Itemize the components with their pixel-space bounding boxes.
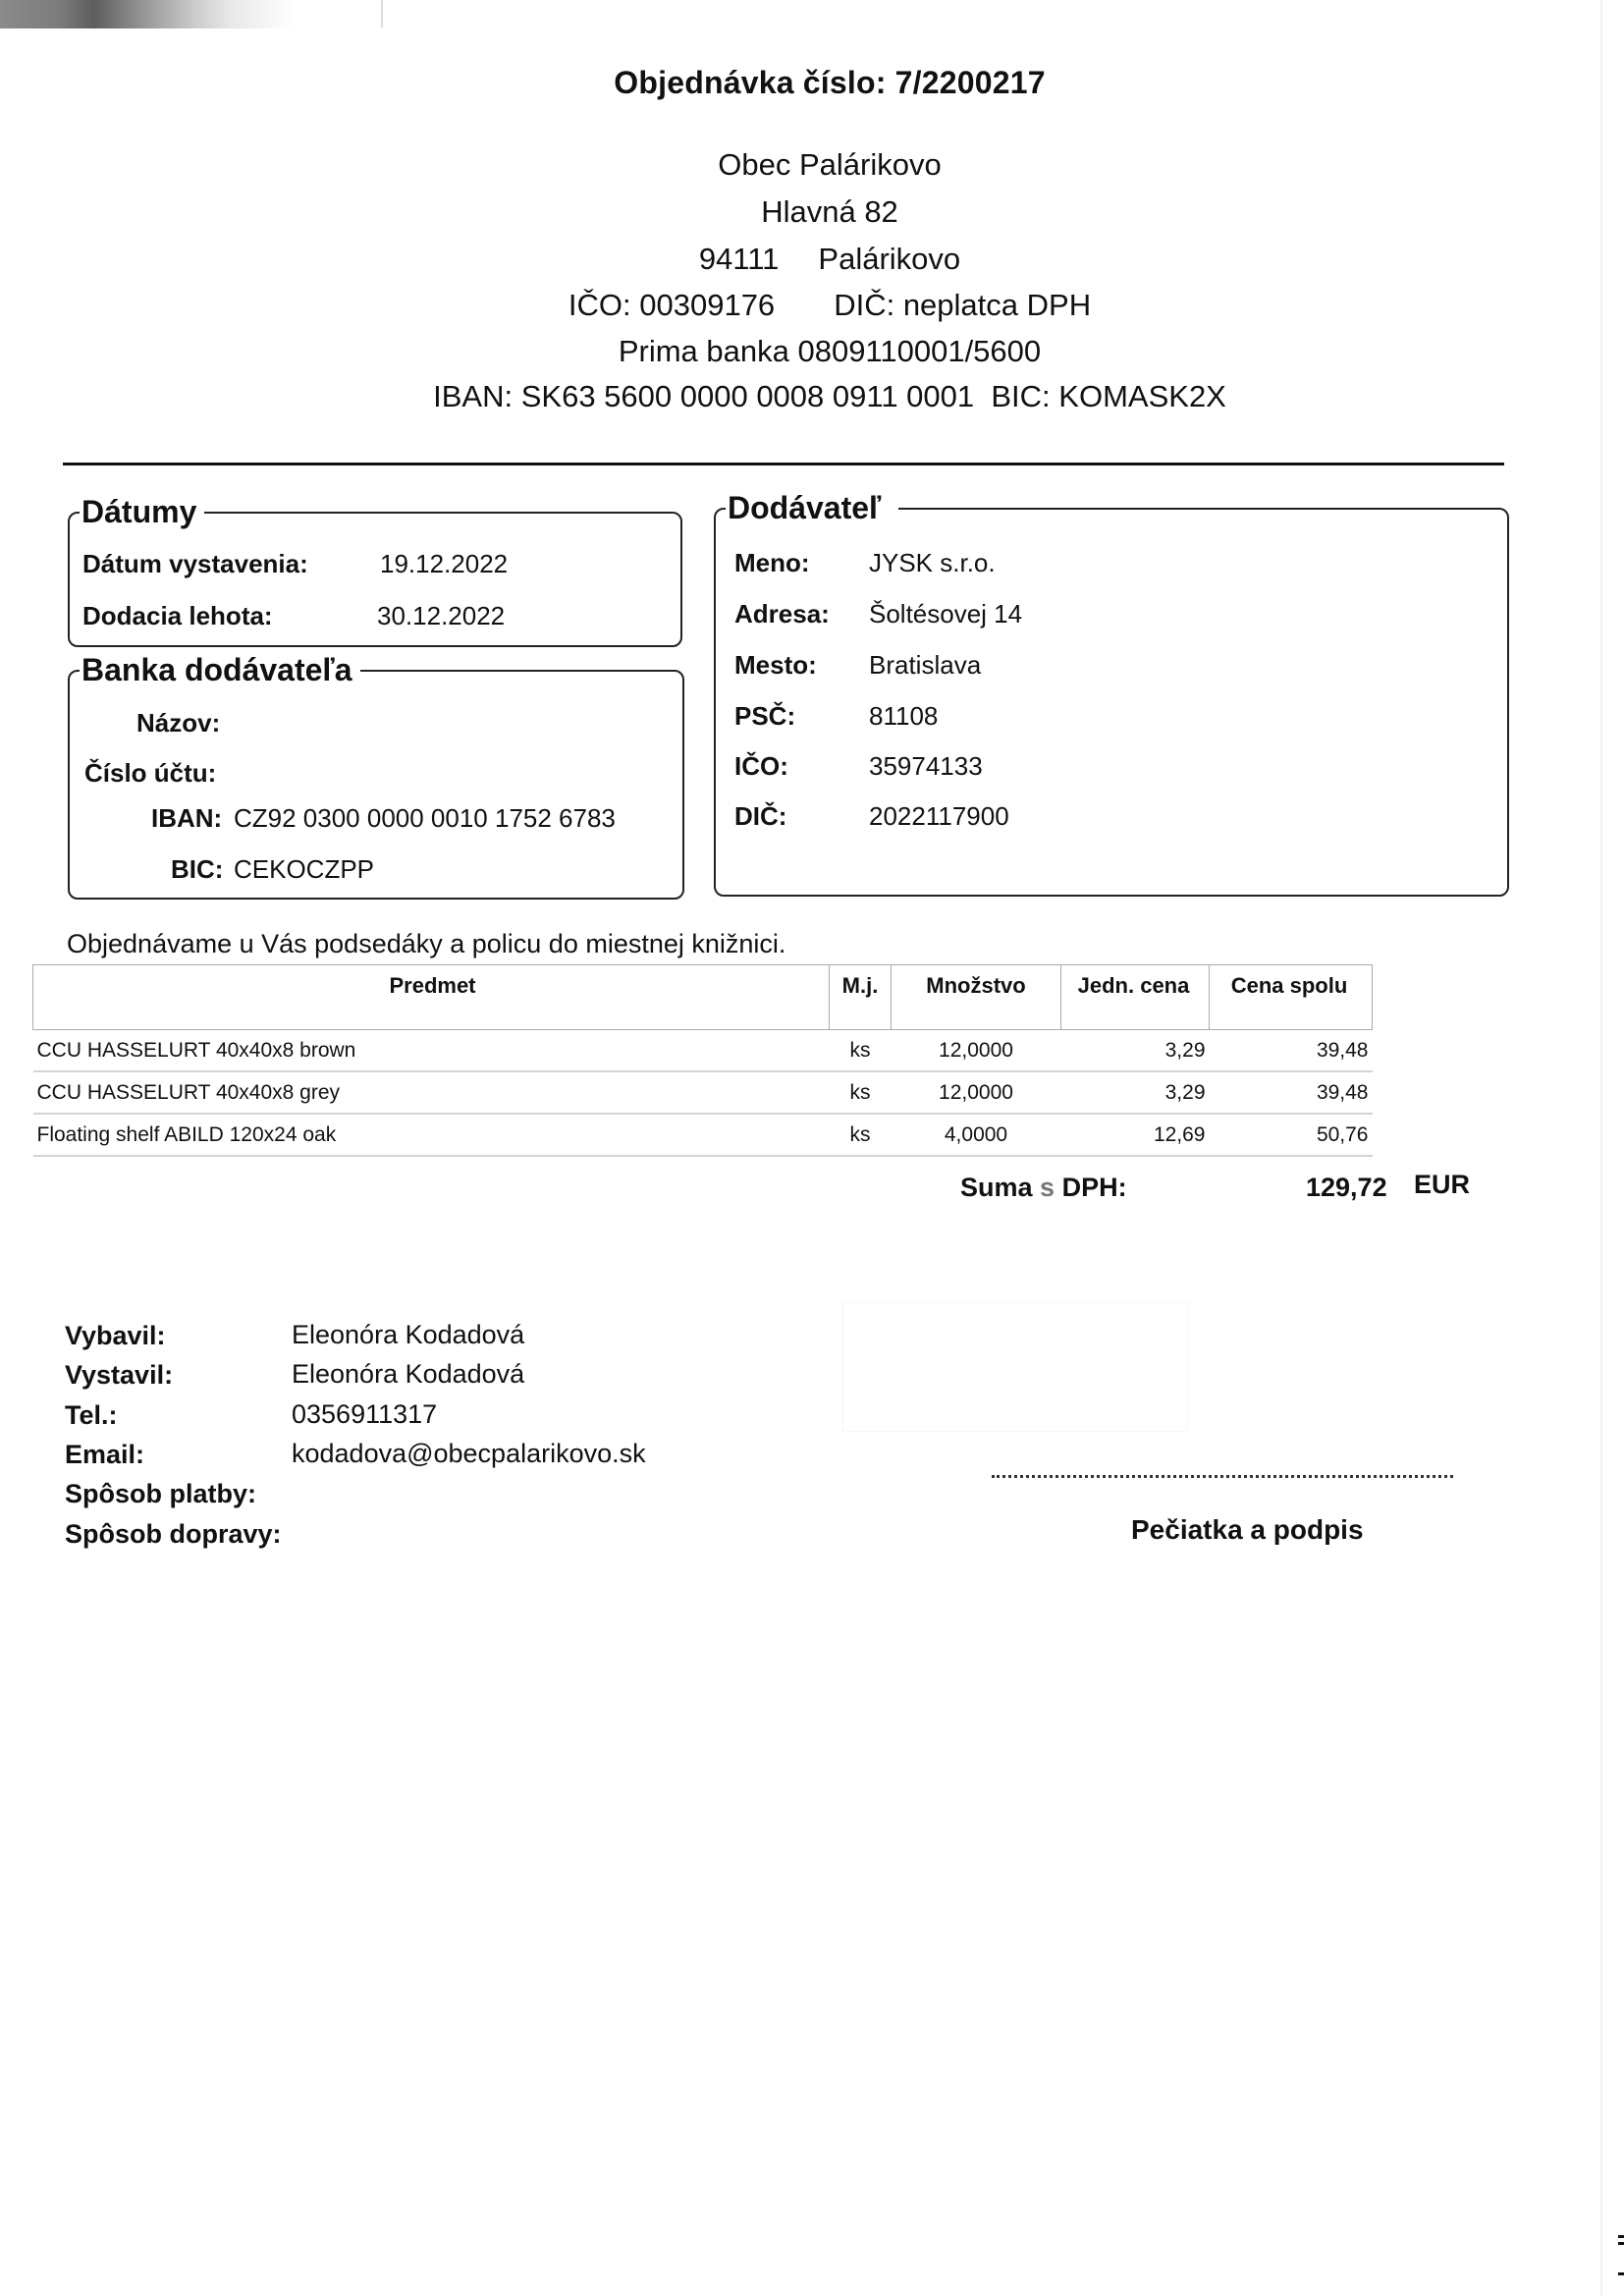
edge-mark — [1618, 2235, 1624, 2238]
total-label-pre: Suma — [960, 1173, 1041, 1202]
supplier-bic-label: BIC: — [171, 854, 224, 884]
cell-unit: ks — [830, 1030, 892, 1072]
supplier-field-value: 81108 — [869, 701, 939, 731]
supplier-field-label: IČO: — [734, 751, 788, 781]
header-divider — [63, 463, 1504, 465]
cell-unit: ks — [830, 1071, 892, 1114]
footer-label: Spôsob dopravy: — [65, 1519, 282, 1549]
buyer-tax-line — [0, 288, 1624, 323]
dates-box — [68, 494, 682, 647]
delivery-date-value: 30.12.2022 — [377, 601, 506, 630]
footer-label: Spôsob platby: — [65, 1479, 256, 1508]
buyer-bic: KOMASK2X — [1058, 379, 1226, 413]
order-intro-text: Objednávame u Vás podsedáky a policu do miestnej knižnici. — [67, 929, 786, 958]
supplier-field-label: Mesto: — [734, 650, 817, 680]
footer-value: Eleonóra Kodadová — [292, 1359, 525, 1389]
col-header-item: Predmet — [33, 965, 830, 1030]
cell-unit-price: 12,69 — [1061, 1114, 1210, 1156]
edge-mark — [1618, 2242, 1624, 2245]
cell-total: 39,48 — [1210, 1071, 1373, 1114]
supplier-field-value: 35974133 — [869, 751, 983, 781]
total-label-post: DPH: — [1055, 1173, 1127, 1202]
total-label-s: s — [1040, 1173, 1056, 1202]
cell-item: CCU HASSELURT 40x40x8 grey — [33, 1071, 830, 1114]
total-label — [960, 1173, 1127, 1203]
footer-value: Eleonóra Kodadová — [292, 1320, 525, 1349]
delivery-date-label: Dodacia lehota: — [82, 601, 273, 630]
footer-label: Vystavil: — [65, 1360, 174, 1390]
buyer-city-line — [0, 242, 1624, 277]
cell-unit: ks — [830, 1114, 892, 1156]
cell-total: 39,48 — [1210, 1030, 1373, 1072]
supplier-iban-label: IBAN: — [151, 803, 223, 833]
total-value: 129,72 — [1306, 1173, 1387, 1202]
footer-label: Tel.: — [65, 1400, 118, 1430]
supplier-field-label: PSČ: — [734, 701, 796, 731]
supplier-field-value: JYSK s.r.o. — [869, 548, 996, 577]
supplier-field-label: DIČ: — [734, 801, 787, 831]
supplier-box — [714, 490, 1509, 897]
signature-line — [992, 1475, 1453, 1478]
issue-date-label: Dátum vystavenia: — [82, 549, 308, 578]
table-header-row — [33, 965, 1373, 1030]
cell-unit-price: 3,29 — [1061, 1071, 1210, 1114]
table-row — [33, 1071, 1373, 1114]
footer-label: Email: — [65, 1440, 145, 1469]
supplier-bank-legend: Banka dodávateľa — [80, 650, 360, 689]
buyer-bic-label: BIC: — [991, 379, 1051, 413]
buyer-street: Hlavná 82 — [761, 194, 898, 229]
buyer-name: Obec Palárikovo — [718, 147, 942, 182]
supplier-bank-box — [68, 652, 684, 900]
footer-value: 0356911317 — [292, 1399, 438, 1429]
buyer-city: Palárikovo — [818, 242, 961, 276]
supplier-field-value: 2022117900 — [869, 801, 1009, 831]
scan-artifact — [0, 0, 295, 28]
col-header-unit-price: Jedn. cena — [1061, 965, 1210, 1030]
col-header-total: Cena spolu — [1210, 965, 1373, 1030]
items-table — [32, 964, 1373, 1157]
cell-quantity: 12,0000 — [892, 1030, 1061, 1072]
account-number-label: Číslo účtu: — [84, 758, 217, 788]
signature-label: Pečiatka a podpis — [1131, 1514, 1364, 1545]
issue-date-value: 19.12.2022 — [380, 549, 509, 578]
supplier-field-label: Meno: — [734, 548, 810, 577]
buyer-iban-label: IBAN: — [433, 379, 514, 413]
cell-total: 50,76 — [1210, 1114, 1373, 1156]
cell-item: Floating shelf ABILD 120x24 oak — [33, 1114, 830, 1156]
footer-value: kodadova@obecpalarikovo.sk — [292, 1439, 646, 1468]
supplier-iban-value: CZ92 0300 0000 0010 1752 6783 — [234, 803, 616, 833]
order-title: Objednávka číslo: 7/2200217 — [614, 65, 1046, 100]
buyer-ico-label: IČO: — [568, 288, 631, 322]
supplier-field-value: Šoltésovej 14 — [869, 599, 1023, 629]
scan-artifact — [381, 0, 383, 27]
stamp-mark — [842, 1302, 1188, 1432]
cell-unit-price: 3,29 — [1061, 1030, 1210, 1072]
buyer-zip: 94111 — [698, 242, 780, 276]
supplier-bic-value: CEKOCZPP — [234, 854, 375, 884]
buyer-iban-line — [0, 379, 1624, 414]
col-header-unit: M.j. — [830, 965, 892, 1030]
supplier-field-value: Bratislava — [869, 650, 982, 680]
buyer-iban: SK63 5600 0000 0008 0911 0001 — [520, 379, 975, 413]
footer-label: Vybavil: — [65, 1321, 166, 1350]
buyer-dic-label: DIČ: — [834, 288, 895, 322]
bank-name-label: Názov: — [136, 708, 221, 738]
dates-legend: Dátumy — [80, 492, 204, 531]
cell-quantity: 12,0000 — [892, 1071, 1061, 1114]
table-row — [33, 1114, 1373, 1156]
cell-quantity: 4,0000 — [892, 1114, 1061, 1156]
buyer-dic: neplatca DPH — [902, 288, 1092, 322]
buyer-ico: 00309176 — [639, 288, 776, 322]
table-row — [33, 1030, 1373, 1072]
col-header-quantity: Množstvo — [892, 965, 1061, 1030]
buyer-bank-line: Prima banka 0809110001/5600 — [618, 334, 1042, 368]
edge-mark — [1618, 2272, 1624, 2275]
total-currency: EUR — [1414, 1170, 1471, 1199]
supplier-field-label: Adresa: — [734, 599, 830, 629]
supplier-legend: Dodávateľ — [726, 488, 898, 527]
cell-item: CCU HASSELURT 40x40x8 brown — [33, 1030, 830, 1072]
